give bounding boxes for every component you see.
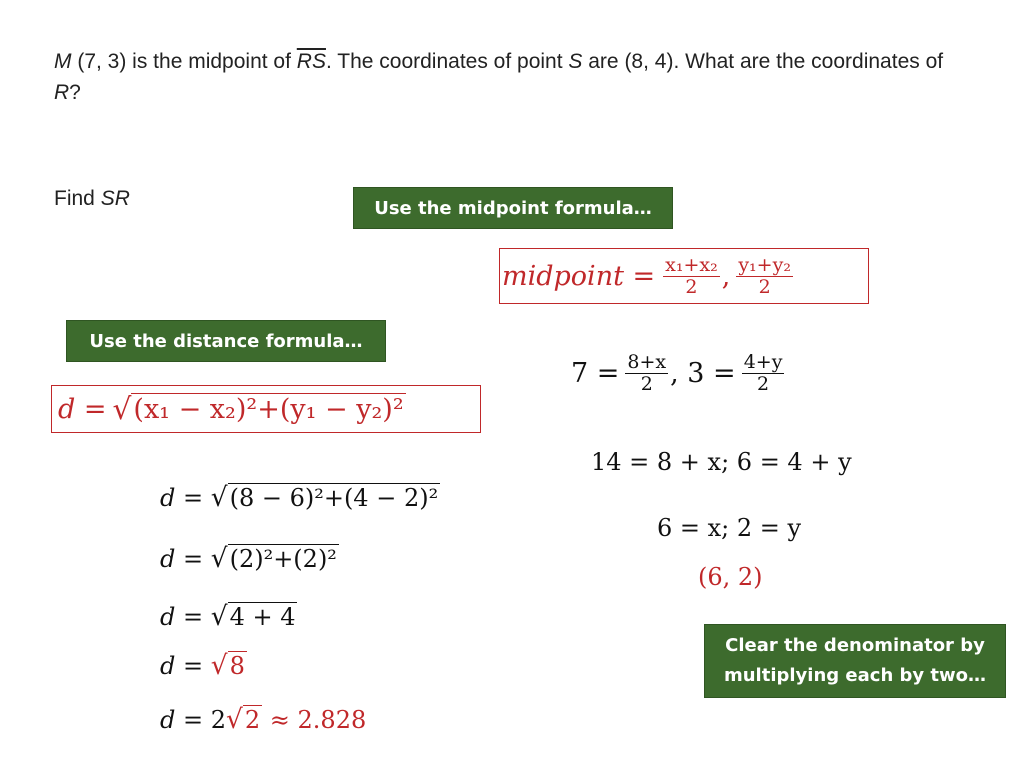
sqrt-icon: √ <box>210 482 228 513</box>
distance-step-1-radicand: (8 − 6)²+(4 − 2)² <box>229 484 439 512</box>
distance-step-4-value <box>211 652 247 680</box>
midpoint-step-2: 14 = 8 + x; 6 = 4 + y <box>591 448 852 476</box>
midpoint-lhs: midpoint = <box>502 260 656 292</box>
sqrt-icon: √ <box>226 704 243 735</box>
d-lhs-3: d = <box>160 603 204 631</box>
midpoint-comma: , <box>721 260 731 292</box>
clear-denominator-callout: Clear the denominator by multiplying each by two… <box>704 624 1006 698</box>
midpoint-y-numerator: y₁+y₂ <box>738 253 791 276</box>
sqrt-icon: √ <box>112 391 132 427</box>
distance-formula-callout: Use the distance formula… <box>66 320 386 362</box>
distance-step-5-radicand: 2 <box>244 706 261 734</box>
d-lhs-4: d = <box>160 652 204 680</box>
point-m-label: M <box>54 50 72 73</box>
m-coords: (7, 3) is the midpoint of <box>71 50 297 73</box>
d-lhs-1: d = <box>160 484 204 512</box>
point-r-label: R <box>54 81 70 104</box>
segment-rs: $\overline{RS}$ <box>296 50 326 73</box>
distance-step-5-coefficient: 2 <box>210 706 227 734</box>
distance-step-2-radicand: (2)²+(2)² <box>229 545 337 573</box>
question-text <box>54 46 954 108</box>
step1-left: 7 = <box>571 357 620 389</box>
find-prefix: Find <box>54 187 101 210</box>
sqrt-icon: √ <box>210 601 228 632</box>
distance-step-3 <box>160 601 297 632</box>
segment-sr: SR <box>100 187 130 210</box>
midpoint-x-fraction <box>663 255 720 298</box>
find-sr-text <box>54 187 130 211</box>
d-lhs-2: d = <box>160 545 204 573</box>
step1-x-numerator: 8+x <box>627 351 667 373</box>
step1-y-denominator: 2 <box>757 372 770 395</box>
midpoint-answer: (6, 2) <box>698 563 763 591</box>
distance-lhs: d = <box>58 393 107 425</box>
distance-step-5-approx: ≈ 2.828 <box>269 706 367 734</box>
question-end: ? <box>69 81 81 104</box>
distance-step-4-radicand: 8 <box>229 652 245 680</box>
midpoint-step-1 <box>571 352 786 395</box>
distance-step-5-root <box>226 706 262 734</box>
distance-step-3-radicand: 4 + 4 <box>229 603 296 631</box>
midpoint-formula-callout: Use the midpoint formula… <box>353 187 673 229</box>
step1-x-denominator: 2 <box>640 372 653 395</box>
distance-step-1 <box>160 482 440 513</box>
distance-formula <box>51 385 481 433</box>
point-s-label: S <box>568 50 583 73</box>
midpoint-y-denominator: 2 <box>758 275 771 298</box>
d-lhs-5: d = <box>160 706 204 734</box>
step1-mid: , 3 = <box>670 357 736 389</box>
step1-y-numerator: 4+y <box>743 351 783 373</box>
midpoint-x-denominator: 2 <box>685 275 698 298</box>
step1-y-fraction <box>742 352 785 395</box>
text-after: . The coordinates of point <box>325 50 569 73</box>
midpoint-x-numerator: x₁+x₂ <box>665 253 718 276</box>
s-text: are (8, 4). What are the coordinates of <box>582 50 944 73</box>
midpoint-step-3: 6 = x; 2 = y <box>657 514 802 542</box>
sqrt-icon: √ <box>210 650 228 681</box>
sqrt-icon: √ <box>210 543 228 574</box>
midpoint-y-fraction <box>736 255 793 298</box>
step1-x-fraction <box>625 352 668 395</box>
distance-step-2 <box>160 543 339 574</box>
distance-step-5 <box>160 704 366 735</box>
midpoint-formula <box>499 248 869 304</box>
distance-radicand: (x₁ − x₂)²+(y₁ − y₂)² <box>133 394 404 425</box>
distance-step-4 <box>160 650 247 681</box>
